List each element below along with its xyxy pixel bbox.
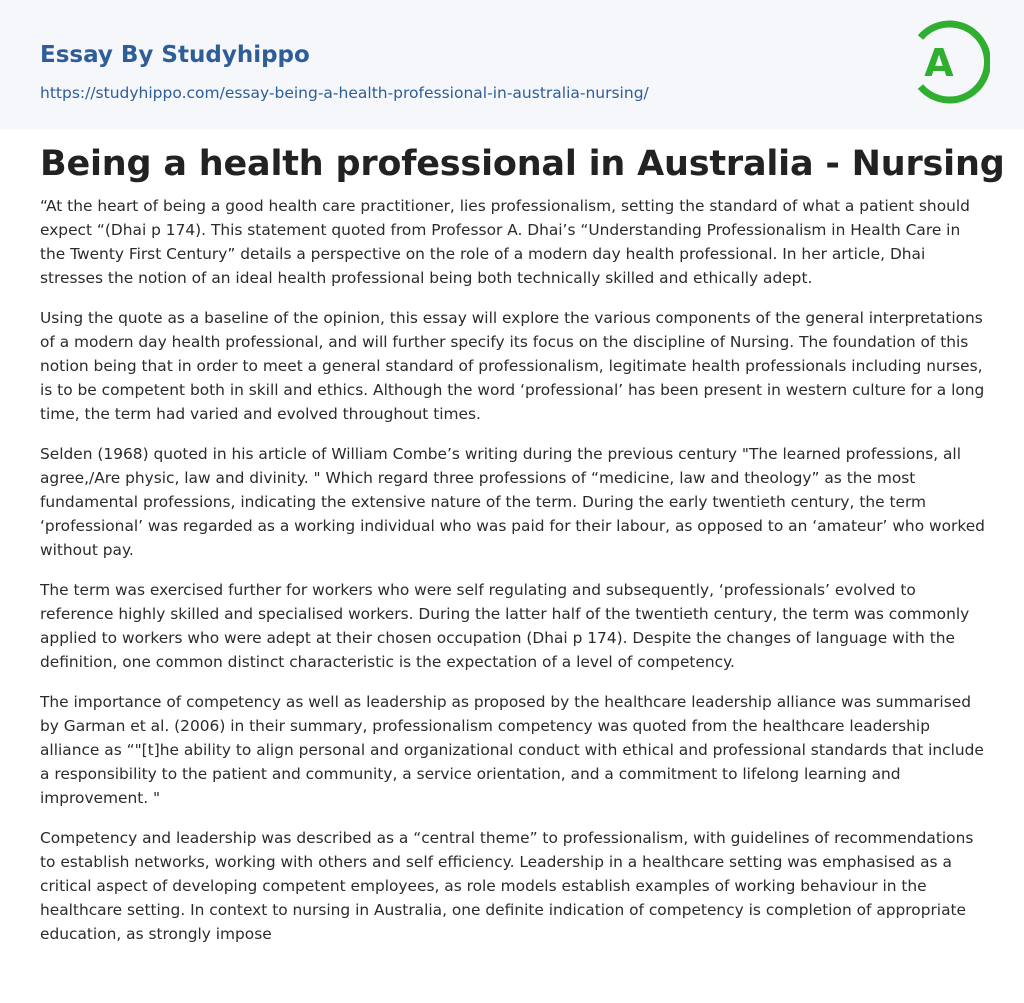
- brand-title[interactable]: Essay By Studyhippo: [40, 42, 310, 68]
- logo-ring-icon: [908, 16, 990, 108]
- essay-paragraph-3: Selden (1968) quoted in his article of William Combe’s writing during the previous century "The learned professions, all agree,/Are physic, law and divinity. " Which regard three professions of “medicine, law and theology” as the most fundamental professions, indicating the extensive nature of the term. During the early twentieth century, the term ‘professional’ was regarded as a working individual who was paid for their labour, as opposed to an ‘amateur’ who worked without pay.: [40, 445, 985, 559]
- studyhippo-logo[interactable]: [908, 16, 990, 108]
- essay-paragraph-4: The term was exercised further for workers who were self regulating and subsequently, ‘professionals’ evolved to reference highly skilled and specialised workers. During the latter half of the twentieth century, the term was commonly applied to workers who were adept at their chosen occupation (Dhai p 174). Despite the changes of language with the definition, one common distinct characteristic is the expectation of a level of competency.: [40, 581, 970, 671]
- essay-paragraph-2: Using the quote as a baseline of the opinion, this essay will explore the various components of the general interpretations of a modern day health professional, and will further specify its focus on the discipline of Nursing. The foundation of this notion being that in order to meet a general standard of professionalism, legitimate health professionals including nurses, is to be competent both in skill and ethics. Although the word ‘professional’ has been present in western culture for a long time, the term had varied and evolved throughout times.: [40, 309, 985, 423]
- essay-paragraph-6: Competency and leadership was described as a “central theme” to professionalism, with guidelines of recommendations to establish networks, working with others and self efficiency. Leadership in a healthcare setting was emphasised as a critical aspect of developing competent employees, as role models establish examples of working behaviour in the healthcare setting. In context to nursing in Australia, one definite indication of competency is completion of appropriate education, as strongly impose: [40, 829, 974, 943]
- logo-letter: A: [924, 41, 954, 85]
- essay-paragraph-5: The importance of competency as well as leadership as proposed by the healthcare leadership alliance was summarised by Garman et al. (2006) in their summary, professionalism competency was quoted from the healthcare leadership alliance as “"[t]he ability to align personal and organizational conduct with ethical and professional standards that include a responsibility to the patient and community, a service orientation, and a commitment to lifelong learning and improvement. ": [40, 693, 984, 807]
- page-title: Being a health professional in Australia - Nursing: [40, 144, 1005, 184]
- essay-body: [40, 194, 988, 962]
- site-header: [0, 0, 1024, 129]
- essay-paragraph-1: “At the heart of being a good health care practitioner, lies professionalism, setting the standard of what a patient should expect “(Dhai p 174). This statement quoted from Professor A. Dhai’s “Understanding Professionalism in Health Care in the Twenty First Century” details a perspective on the role of a modern day health professional. In her article, Dhai stresses the notion of an ideal health professional being both technically skilled and ethically adept.: [40, 197, 970, 287]
- page-url-link[interactable]: https://studyhippo.com/essay-being-a-health-professional-in-australia-nursing/: [40, 84, 649, 102]
